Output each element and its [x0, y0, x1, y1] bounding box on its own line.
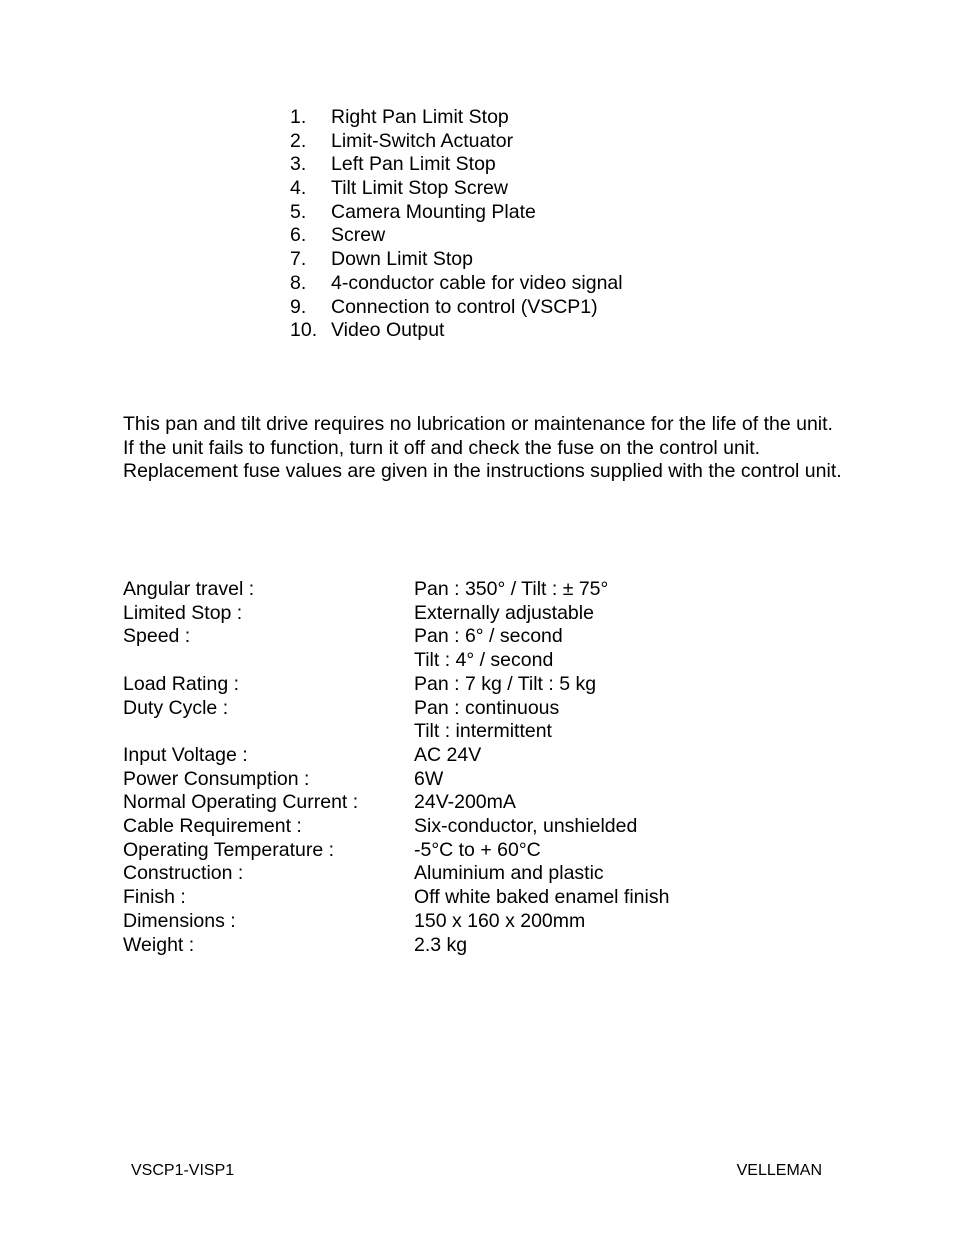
- spec-label: Load Rating :: [123, 672, 240, 695]
- spec-values: [414, 934, 467, 958]
- parts-item-number: 7.: [290, 248, 307, 271]
- spec-value: Aluminium and plastic: [414, 862, 604, 885]
- footer-model-code: VSCP1-VISP1: [131, 1162, 235, 1179]
- spec-row: [123, 697, 669, 744]
- parts-item-number: 9.: [290, 295, 307, 318]
- parts-item-number: 1.: [290, 106, 307, 128]
- spec-row: [123, 744, 669, 768]
- spec-row: [123, 839, 669, 863]
- spec-values: [414, 815, 637, 839]
- parts-item-label: Down Limit Stop: [331, 248, 473, 271]
- spec-value: Tilt : 4° / second: [414, 649, 554, 672]
- parts-item-number: 3.: [290, 153, 307, 176]
- spec-values: [414, 625, 563, 672]
- parts-item-number: 8.: [290, 271, 307, 294]
- spec-label: Finish :: [123, 886, 186, 909]
- spec-row: [123, 625, 669, 672]
- spec-value: Tilt : intermittent: [414, 720, 552, 743]
- spec-value: Externally adjustable: [414, 601, 594, 624]
- spec-values: [414, 862, 604, 886]
- parts-list-item: [290, 201, 623, 225]
- spec-value: 2.3 kg: [414, 933, 468, 956]
- spec-values: [414, 886, 669, 910]
- maintenance-paragraph: This pan and tilt drive requires no lubrication or maintenance for the life of the unit. If the unit fails to function, turn it off and check the fuse on the control unit. Replacement fuse values are given in the instructions supplied with the control unit.: [123, 413, 842, 483]
- spec-row: [123, 862, 669, 886]
- parts-item-number: 6.: [290, 224, 307, 247]
- spec-label: Power Consumption :: [123, 767, 310, 790]
- spec-label: Operating Temperature :: [123, 838, 335, 861]
- spec-value: Pan : continuous: [414, 696, 560, 719]
- spec-label: Normal Operating Current :: [123, 791, 359, 814]
- spec-row: [123, 886, 669, 910]
- parts-list-item: [290, 130, 623, 154]
- spec-row: [123, 910, 669, 934]
- spec-values: [414, 602, 594, 626]
- spec-label: Weight :: [123, 933, 195, 956]
- parts-item-label: 4-conductor cable for video signal: [331, 271, 623, 294]
- spec-values: [414, 578, 608, 602]
- parts-item-label: Right Pan Limit Stop: [331, 106, 509, 128]
- parts-list: [290, 106, 623, 343]
- footer-brand: VELLEMAN: [736, 1162, 822, 1179]
- spec-value: Pan : 6° / second: [414, 625, 563, 648]
- spec-row: [123, 578, 669, 602]
- spec-row: [123, 768, 669, 792]
- spec-value: Pan : 7 kg / Tilt : 5 kg: [414, 672, 597, 695]
- spec-value: 24V-200mA: [414, 791, 516, 814]
- spec-value: 6W: [414, 767, 444, 790]
- spec-value: Pan : 350° / Tilt : ± 75°: [414, 578, 609, 600]
- spec-value: Six-conductor, unshielded: [414, 815, 638, 838]
- parts-item-label: Screw: [331, 224, 386, 247]
- parts-list-item: [290, 296, 623, 320]
- spec-values: [414, 839, 541, 863]
- parts-list-item: [290, 106, 623, 130]
- parts-item-label: Tilt Limit Stop Screw: [331, 177, 508, 200]
- spec-values: [414, 768, 443, 792]
- spec-row: [123, 934, 669, 958]
- parts-item-label: Camera Mounting Plate: [331, 200, 536, 223]
- spec-label: Cable Requirement :: [123, 815, 302, 838]
- spec-value: AC 24V: [414, 743, 482, 766]
- parts-list-item: [290, 224, 623, 248]
- spec-values: [414, 791, 516, 815]
- parts-item-label: Connection to control (VSCP1): [331, 295, 598, 318]
- parts-list-item: [290, 272, 623, 296]
- parts-list-item: [290, 177, 623, 201]
- parts-list-item: [290, 319, 623, 343]
- spec-label: Speed :: [123, 625, 191, 648]
- spec-row: [123, 791, 669, 815]
- specifications-table: [123, 578, 669, 957]
- spec-value: 150 x 160 x 200mm: [414, 909, 586, 932]
- spec-row: [123, 815, 669, 839]
- spec-value: Off white baked enamel finish: [414, 886, 670, 909]
- spec-label: Construction :: [123, 862, 244, 885]
- parts-item-number: 4.: [290, 177, 307, 200]
- parts-item-number: 5.: [290, 200, 307, 223]
- spec-label: Duty Cycle :: [123, 696, 229, 719]
- spec-value: -5°C to + 60°C: [414, 838, 541, 861]
- parts-item-label: Limit-Switch Actuator: [331, 129, 514, 152]
- spec-values: [414, 697, 559, 744]
- spec-values: [414, 673, 596, 697]
- spec-label: Limited Stop :: [123, 601, 243, 624]
- spec-label: Dimensions :: [123, 909, 236, 932]
- spec-label: Input Voltage :: [123, 743, 248, 766]
- spec-values: [414, 744, 481, 768]
- spec-row: [123, 673, 669, 697]
- spec-row: [123, 602, 669, 626]
- spec-label: Angular travel :: [123, 578, 255, 600]
- parts-item-label: Video Output: [331, 319, 445, 342]
- parts-list-item: [290, 153, 623, 177]
- parts-item-number: 10.: [290, 319, 318, 342]
- parts-item-label: Left Pan Limit Stop: [331, 153, 496, 176]
- parts-list-item: [290, 248, 623, 272]
- parts-item-number: 2.: [290, 129, 307, 152]
- spec-values: [414, 910, 585, 934]
